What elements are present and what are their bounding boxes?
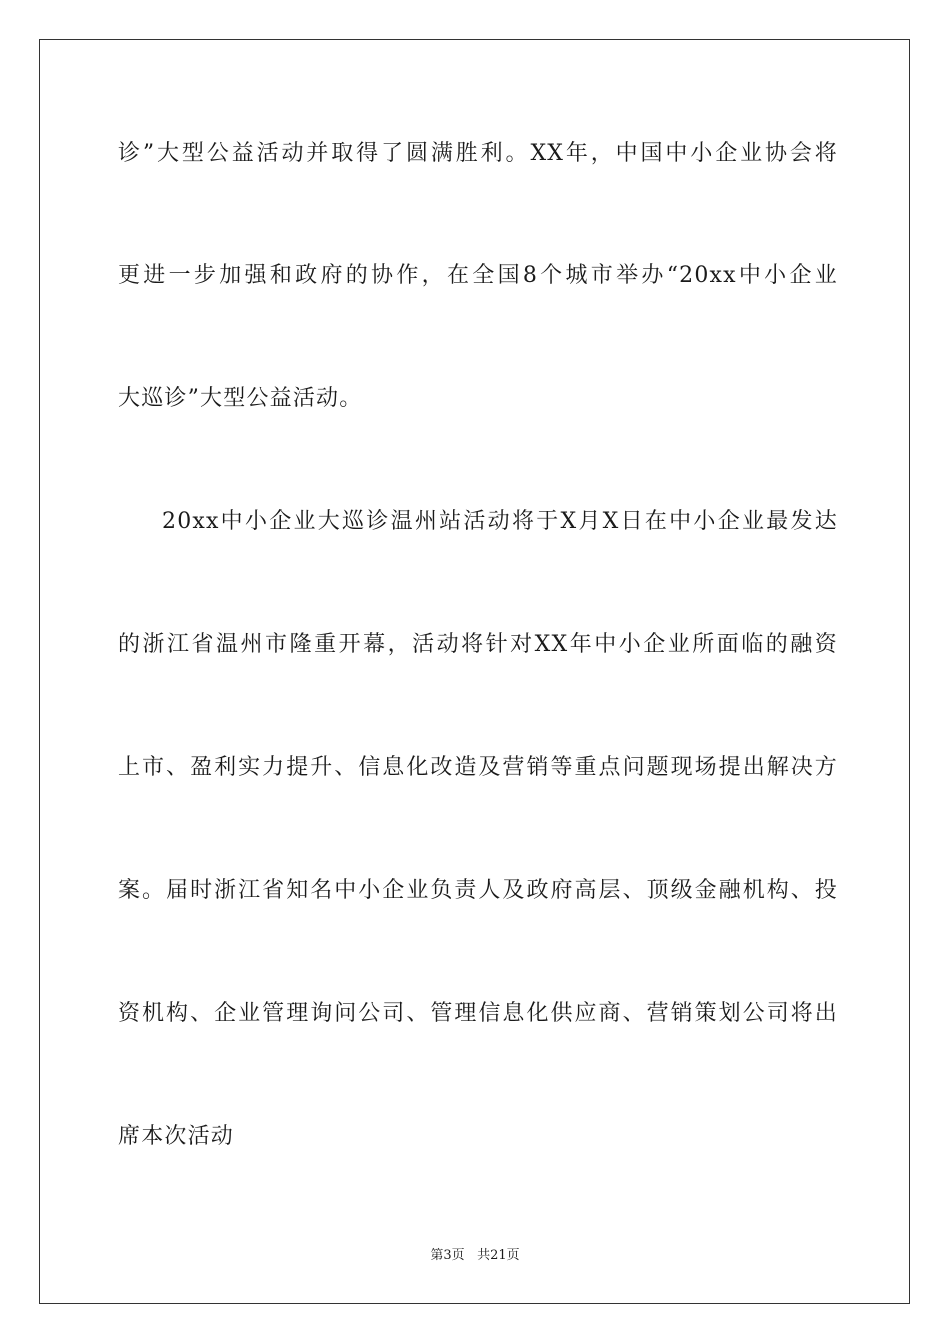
page-border [39, 39, 910, 1304]
body-line: 20xx中小企业大巡诊温州站活动将于X月X日在中小企业最发达 [162, 509, 838, 534]
body-line: 上市、盈利实力提升、信息化改造及营销等重点问题现场提出解决方 [118, 755, 838, 780]
body-line: 大巡诊”大型公益活动。 [118, 386, 363, 411]
body-line: 案。届时浙江省知名中小企业负责人及政府高层、顶级金融机构、投 [118, 878, 838, 903]
body-line: 诊”大型公益活动并取得了圆满胜利。XX年，中国中小企业协会将 [118, 141, 838, 166]
page-number: 第3页 [430, 1248, 465, 1263]
body-line: 更进一步加强和政府的协作，在全国8个城市举办“20xx中小企业 [118, 263, 838, 288]
body-line: 资机构、企业管理询问公司、管理信息化供应商、营销策划公司将出 [118, 1001, 838, 1026]
page-total: 共21页 [477, 1248, 520, 1263]
body-line: 的浙江省温州市隆重开幕，活动将针对XX年中小企业所面临的融资 [118, 632, 838, 657]
body-line: 席本次活动 [118, 1124, 235, 1149]
page-footer [0, 1247, 950, 1265]
